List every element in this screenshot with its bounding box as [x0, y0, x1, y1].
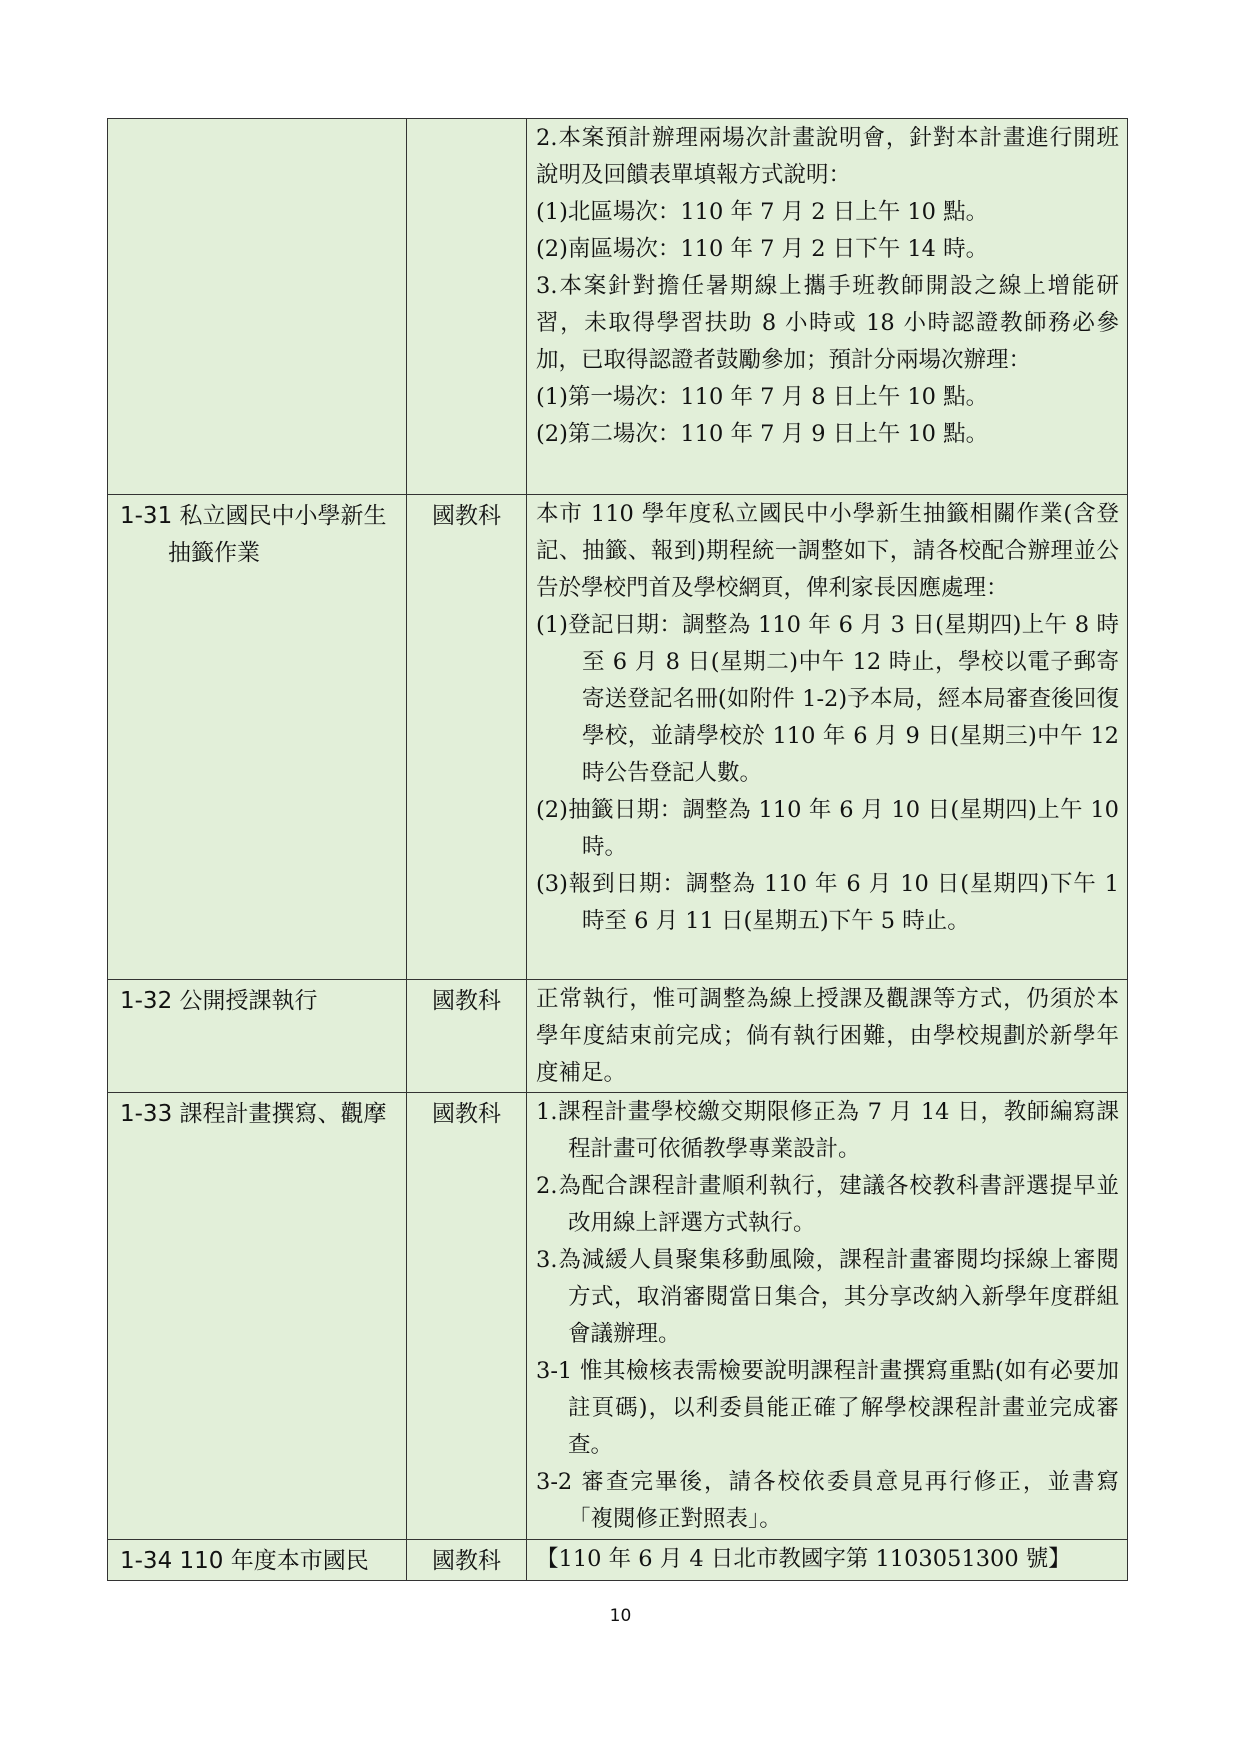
content-paragraph: (3)報到日期：調整為 110 年 6 月 10 日(星期四)下午 1 時至 6 月 11 日(星期五)下午 5 時止。 [536, 871, 1119, 934]
content-paragraph: 本市 110 學年度私立國民中小學新生抽籤相關作業(含登記、抽籤、報到)期程統一調整如下，請各校配合辦理並公告於學校門首及學校網頁，俾利家長因應處理： [536, 501, 1119, 601]
table-row [108, 1540, 1128, 1581]
table-row [108, 1093, 1128, 1540]
dept-cell: 國教科 [407, 495, 527, 980]
content-cell [527, 119, 1128, 495]
table-row [108, 495, 1128, 980]
table-row [108, 980, 1128, 1093]
content-cell [527, 1540, 1128, 1581]
content-paragraph: (1)北區場次：110 年 7 月 2 日上午 10 點。 [536, 199, 989, 225]
dept-cell [407, 119, 527, 495]
content-cell [527, 980, 1128, 1093]
dept-cell: 國教科 [407, 980, 527, 1093]
dept-cell: 國教科 [407, 1540, 527, 1581]
table-row [108, 119, 1128, 495]
content-paragraph: 3.為減緩人員聚集移動風險，課程計畫審閱均採線上審閱方式，取消審閱當日集合，其分享改納入新學年度群組會議辦理。 [536, 1247, 1119, 1347]
content-paragraph: 2.本案預計辦理兩場次計畫說明會，針對本計畫進行開班說明及回饋表單填報方式說明： [536, 125, 1119, 188]
content-paragraph: (1)第一場次：110 年 7 月 8 日上午 10 點。 [536, 384, 989, 410]
content-cell [527, 1093, 1128, 1540]
page-number: 10 [609, 1606, 632, 1626]
item-cell: 1-34 110 年度本市國民 [108, 1540, 407, 1581]
document-table [107, 118, 1128, 1581]
content-paragraph: 正常執行，惟可調整為線上授課及觀課等方式，仍須於本學年度結束前完成；倘有執行困難，由學校規劃於新學年度補足。 [536, 986, 1119, 1086]
item-cell [108, 119, 407, 495]
content-paragraph: (2)抽籤日期：調整為 110 年 6 月 10 日(星期四)上午 10 時。 [536, 797, 1119, 860]
content-paragraph: (1)登記日期：調整為 110 年 6 月 3 日(星期四)上午 8 時至 6 月 8 日(星期二)中午 12 時止，學校以電子郵寄寄送登記名冊(如附件 1-2)予本局，經本局審查後回復學校，並請學校於 110 年 6 月 9 日(星期三)中午 12 時公告登記人數。 [536, 612, 1119, 786]
item-cell: 1-31 私立國民中小學新生抽籤作業 [108, 495, 407, 980]
item-cell: 1-32 公開授課執行 [108, 980, 407, 1093]
content-cell [527, 495, 1128, 980]
content-paragraph: 1.課程計畫學校繳交期限修正為 7 月 14 日，教師編寫課程計畫可依循教學專業設計。 [536, 1099, 1119, 1162]
item-cell: 1-33 課程計畫撰寫、觀摩 [108, 1093, 407, 1540]
content-paragraph: (2)第二場次：110 年 7 月 9 日上午 10 點。 [536, 421, 989, 447]
content-paragraph: (2)南區場次：110 年 7 月 2 日下午 14 時。 [536, 236, 989, 262]
content-paragraph: 2.為配合課程計畫順利執行，建議各校教科書評選提早並改用線上評選方式執行。 [536, 1173, 1119, 1236]
content-paragraph: 3.本案針對擔任暑期線上攜手班教師開設之線上增能研習，未取得學習扶助 8 小時或 18 小時認證教師務必參加，已取得認證者鼓勵參加；預計分兩場次辦理： [536, 273, 1119, 373]
content-paragraph: 3-1 惟其檢核表需檢要說明課程計畫撰寫重點(如有必要加註頁碼)，以利委員能正確了解學校課程計畫並完成審查。 [536, 1358, 1119, 1458]
dept-cell: 國教科 [407, 1093, 527, 1540]
content-paragraph: 3-2 審查完畢後，請各校依委員意見再行修正，並書寫「複閱修正對照表」。 [536, 1469, 1119, 1532]
content-paragraph: 【110 年 6 月 4 日北市教國字第 1103051300 號】 [536, 1546, 1071, 1572]
